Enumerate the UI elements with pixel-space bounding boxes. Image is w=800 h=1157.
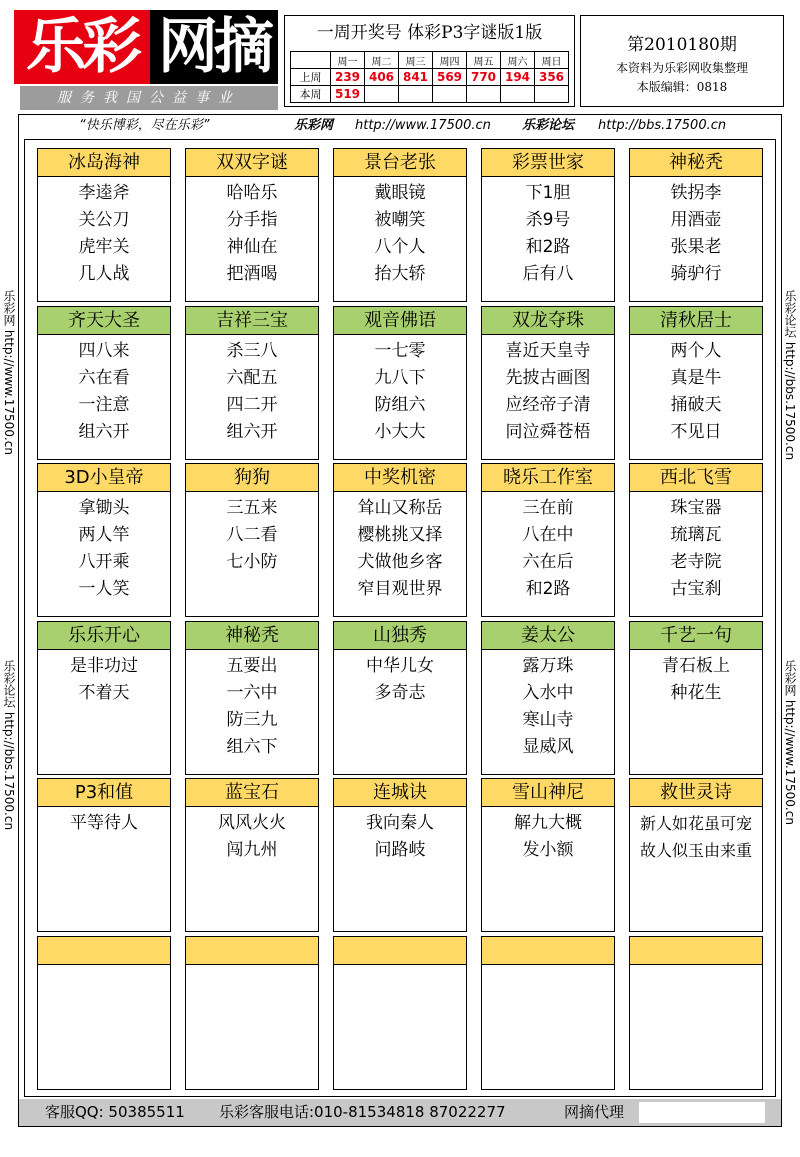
riddle-card-body xyxy=(38,177,170,288)
riddle-line: 珠宝器 xyxy=(670,498,722,518)
riddle-card-title: 清秋居士 xyxy=(630,307,762,335)
riddle-line: 虎牢关 xyxy=(78,237,130,257)
riddle-card-title: 山独秀 xyxy=(334,622,466,650)
riddle-card-title: 景台老张 xyxy=(334,149,466,177)
riddle-card xyxy=(629,936,763,1090)
draw-number: 406 xyxy=(365,69,399,86)
riddle-line: 七小防 xyxy=(226,552,278,572)
riddle-card-body xyxy=(38,807,170,837)
riddle-card xyxy=(37,936,171,1090)
riddle-line: 哈哈乐 xyxy=(226,183,278,203)
riddle-card-body xyxy=(482,492,614,603)
riddle-card xyxy=(37,778,171,932)
draw-table xyxy=(290,51,569,103)
riddle-card xyxy=(185,148,319,302)
riddle-card-title: 中奖机密 xyxy=(334,464,466,492)
side-text-right-top: 乐彩论坛 http://bbs.17500.cn xyxy=(783,290,797,461)
riddle-card xyxy=(37,306,171,460)
draw-number: 356 xyxy=(535,69,569,86)
riddle-card-title: 神秘秃 xyxy=(630,149,762,177)
riddle-card xyxy=(481,621,615,775)
riddle-line: 六在后 xyxy=(522,552,574,572)
riddle-line: 不着天 xyxy=(78,683,130,703)
riddle-line: 老寺院 xyxy=(670,552,722,572)
riddle-line: 铁拐李 xyxy=(670,183,722,203)
riddle-card-body xyxy=(482,650,614,761)
riddle-card-body xyxy=(630,650,762,707)
riddle-card xyxy=(37,621,171,775)
riddle-card-title: 乐乐开心 xyxy=(38,622,170,650)
slogan: 服务我国公益事业 xyxy=(20,86,278,110)
riddle-card-title: 连城诀 xyxy=(334,779,466,807)
last-week-row xyxy=(291,69,569,86)
riddle-card-title xyxy=(186,937,318,965)
riddle-card-body xyxy=(38,492,170,603)
riddle-card xyxy=(333,621,467,775)
riddle-line: 小大大 xyxy=(374,422,426,442)
day-header: 周三 xyxy=(399,52,433,69)
riddle-card-body xyxy=(38,650,170,707)
riddle-card xyxy=(481,148,615,302)
riddle-line: 发小额 xyxy=(522,840,574,860)
riddle-line: 先披古画图 xyxy=(505,368,591,388)
riddle-line: 防三九 xyxy=(226,710,278,730)
editor-note: 本版编辑：0818 xyxy=(636,80,728,94)
riddle-line: 故人似玉由来重 xyxy=(639,841,752,860)
riddle-card-body xyxy=(482,807,614,864)
riddle-line: 三在前 xyxy=(522,498,574,518)
riddle-card xyxy=(185,778,319,932)
riddle-line: 八在中 xyxy=(522,525,574,545)
forum-url: http://bbs.17500.cn xyxy=(598,118,727,133)
riddle-line: 组六开 xyxy=(78,422,130,442)
draw-number: 519 xyxy=(331,86,365,103)
riddle-card-body xyxy=(630,335,762,446)
main-frame xyxy=(18,114,782,1127)
riddle-card xyxy=(333,778,467,932)
riddle-card xyxy=(629,463,763,617)
riddle-line: 古宝刹 xyxy=(670,579,722,599)
riddle-card-body xyxy=(630,807,762,864)
riddle-card-title: 救世灵诗 xyxy=(630,779,762,807)
riddle-card-body xyxy=(334,807,466,864)
riddle-card-title: 吉祥三宝 xyxy=(186,307,318,335)
riddle-card-body xyxy=(334,965,466,968)
riddle-card-body xyxy=(482,965,614,968)
riddle-card-body xyxy=(186,650,318,761)
riddle-card-title: 冰岛海神 xyxy=(38,149,170,177)
draw-number: 569 xyxy=(433,69,467,86)
riddle-line: 组六开 xyxy=(226,422,278,442)
draw-number xyxy=(399,86,433,103)
riddle-line: 下1胆 xyxy=(525,183,571,203)
riddle-line: 九八下 xyxy=(374,368,426,388)
riddle-line: 真是牛 xyxy=(670,368,722,388)
riddle-line: 种花生 xyxy=(670,683,722,703)
riddle-line: 杀三八 xyxy=(226,341,278,361)
riddle-line: 组六下 xyxy=(226,737,278,757)
riddle-line: 一人笑 xyxy=(78,579,130,599)
issue-panel xyxy=(580,15,784,107)
riddle-line: 同泣舜苍梧 xyxy=(505,422,591,442)
side-text-left-bottom: 乐彩论坛 http://bbs.17500.cn xyxy=(2,660,16,831)
riddle-card-title: 彩票世家 xyxy=(482,149,614,177)
riddle-card xyxy=(185,621,319,775)
day-header: 周二 xyxy=(365,52,399,69)
agent-blank-box xyxy=(639,1102,765,1123)
motto-bar xyxy=(19,115,781,137)
riddle-line: 戴眼镜 xyxy=(374,183,426,203)
riddle-line: 多奇志 xyxy=(374,683,426,703)
service-phone: 乐彩客服电话:010-81534818 87022277 xyxy=(219,1103,506,1121)
riddle-card-body xyxy=(186,807,318,864)
riddle-card xyxy=(629,148,763,302)
riddle-grid xyxy=(24,139,776,1097)
riddle-line: 神仙在 xyxy=(226,237,278,257)
riddle-card-body xyxy=(482,177,614,288)
riddle-line: 五要出 xyxy=(226,656,278,676)
draw-number xyxy=(433,86,467,103)
weekly-draw-panel xyxy=(284,15,575,107)
riddle-card-body xyxy=(630,965,762,968)
riddle-line: 拿锄头 xyxy=(78,498,130,518)
riddle-card-title: 齐天大圣 xyxy=(38,307,170,335)
riddle-line: 解九大概 xyxy=(514,813,582,833)
day-header: 周一 xyxy=(331,52,365,69)
riddle-card xyxy=(629,306,763,460)
riddle-line: 寒山寺 xyxy=(522,710,574,730)
logo xyxy=(14,10,278,84)
draw-number xyxy=(535,86,569,103)
this-week-row xyxy=(291,86,569,103)
riddle-card-title: 双龙夺珠 xyxy=(482,307,614,335)
riddle-card xyxy=(629,778,763,932)
riddle-line: 三五来 xyxy=(226,498,278,518)
draw-title: 一周开奖号 体彩P3字谜版1版 xyxy=(316,23,543,43)
riddle-card-title: 观音佛语 xyxy=(334,307,466,335)
riddle-card-title xyxy=(38,937,170,965)
riddle-line: 喜近天皇寺 xyxy=(505,341,591,361)
day-header: 周五 xyxy=(467,52,501,69)
draw-number: 194 xyxy=(501,69,535,86)
riddle-card-body xyxy=(630,492,762,603)
riddle-line: 露万珠 xyxy=(522,656,574,676)
riddle-line: 把酒喝 xyxy=(226,264,278,284)
riddle-line: 显威风 xyxy=(522,737,574,757)
riddle-line: 关公刀 xyxy=(78,210,130,230)
riddle-line: 新人如花虽可宠 xyxy=(639,814,752,833)
empty-corner-cell xyxy=(291,52,331,69)
draw-days-row xyxy=(291,52,569,69)
riddle-card-title xyxy=(334,937,466,965)
side-text-right-bottom: 乐彩网 http://www.17500.cn xyxy=(783,660,797,825)
riddle-card-title: 雪山神尼 xyxy=(482,779,614,807)
riddle-card-title: 晓乐工作室 xyxy=(482,464,614,492)
riddle-line: 抬大轿 xyxy=(374,264,426,284)
source-note: 本资料为乐彩网收集整理 xyxy=(615,61,748,75)
riddle-line: 六配五 xyxy=(226,368,278,388)
riddle-card-body xyxy=(630,177,762,288)
riddle-card-title: 神秘秃 xyxy=(186,622,318,650)
riddle-card xyxy=(481,463,615,617)
riddle-line: 一六中 xyxy=(226,683,278,703)
riddle-line: 问路岐 xyxy=(374,840,426,860)
riddle-line: 张果老 xyxy=(670,237,722,257)
riddle-line: 后有八 xyxy=(522,264,574,284)
riddle-card-title xyxy=(482,937,614,965)
riddle-card-body xyxy=(186,965,318,968)
riddle-card-title: 姜太公 xyxy=(482,622,614,650)
riddle-line: 骑驴行 xyxy=(670,264,722,284)
riddle-card-body xyxy=(334,335,466,446)
riddle-card xyxy=(37,148,171,302)
riddle-line: 四八来 xyxy=(78,341,130,361)
riddle-card-body xyxy=(38,335,170,446)
site-name: 乐彩网 xyxy=(294,118,334,133)
riddle-line: 风风火火 xyxy=(218,813,286,833)
day-header: 周日 xyxy=(535,52,569,69)
riddle-line: 窄目观世界 xyxy=(357,579,443,599)
motto: “快乐博彩，尽在乐彩” xyxy=(79,118,210,133)
riddle-line: 分手指 xyxy=(226,210,278,230)
riddle-card xyxy=(185,463,319,617)
riddle-line: 杀9号 xyxy=(525,210,571,230)
riddle-line: 犬做他乡客 xyxy=(357,552,443,572)
riddle-card-title xyxy=(630,937,762,965)
logo-text-red: 乐彩 xyxy=(14,10,150,84)
riddle-card-body xyxy=(334,650,466,707)
riddle-line: 防组六 xyxy=(374,395,426,415)
site-url: http://www.17500.cn xyxy=(355,118,491,133)
riddle-line: 八个人 xyxy=(374,237,426,257)
riddle-card xyxy=(333,463,467,617)
riddle-card xyxy=(481,936,615,1090)
riddle-card-body xyxy=(186,335,318,446)
riddle-line: 八二看 xyxy=(226,525,278,545)
riddle-line: 八开乘 xyxy=(78,552,130,572)
issue-number: 第2010180期 xyxy=(627,35,737,55)
side-text-left-top: 乐彩网 http://www.17500.cn xyxy=(2,290,16,455)
riddle-line: 樱桃挑又择 xyxy=(357,525,443,545)
riddle-card-body xyxy=(186,177,318,288)
forum-name: 乐彩论坛 xyxy=(522,118,575,133)
riddle-line: 是非功过 xyxy=(70,656,138,676)
draw-number: 239 xyxy=(331,69,365,86)
riddle-card xyxy=(37,463,171,617)
riddle-card-body xyxy=(482,335,614,446)
riddle-card-title: P3和值 xyxy=(38,779,170,807)
riddle-line: 不见日 xyxy=(670,422,722,442)
riddle-line: 六在看 xyxy=(78,368,130,388)
riddle-line: 用酒壶 xyxy=(670,210,722,230)
riddle-line: 入水中 xyxy=(522,683,574,703)
draw-number xyxy=(365,86,399,103)
riddle-line: 耸山又称岳 xyxy=(357,498,443,518)
riddle-line: 一注意 xyxy=(78,395,130,415)
riddle-card xyxy=(481,778,615,932)
riddle-card xyxy=(185,936,319,1090)
riddle-card-title: 千艺一句 xyxy=(630,622,762,650)
riddle-card-body xyxy=(186,492,318,576)
riddle-card-body xyxy=(38,965,170,968)
riddle-line: 和2路 xyxy=(525,237,571,257)
riddle-card-body xyxy=(334,177,466,288)
day-header: 周四 xyxy=(433,52,467,69)
riddle-card xyxy=(185,306,319,460)
contact-bar xyxy=(19,1099,781,1126)
riddle-card-title: 3D小皇帝 xyxy=(38,464,170,492)
riddle-line: 中华儿女 xyxy=(366,656,434,676)
riddle-line: 李逵斧 xyxy=(78,183,130,203)
draw-number: 841 xyxy=(399,69,433,86)
riddle-line: 捅破天 xyxy=(670,395,722,415)
riddle-line: 青石板上 xyxy=(662,656,730,676)
logo-text-black: 网摘 xyxy=(150,10,278,84)
riddle-line: 被嘲笑 xyxy=(374,210,426,230)
this-week-label: 本周 xyxy=(291,86,331,103)
day-header: 周六 xyxy=(501,52,535,69)
riddle-line: 四二开 xyxy=(226,395,278,415)
riddle-line: 一七零 xyxy=(374,341,426,361)
riddle-line: 两人竿 xyxy=(78,525,130,545)
riddle-card-title: 蓝宝石 xyxy=(186,779,318,807)
draw-number xyxy=(467,86,501,103)
riddle-card-title: 西北飞雪 xyxy=(630,464,762,492)
riddle-line: 平等待人 xyxy=(70,813,138,833)
riddle-card xyxy=(333,148,467,302)
riddle-card xyxy=(333,306,467,460)
logo-block xyxy=(14,10,278,110)
draw-number: 770 xyxy=(467,69,501,86)
riddle-line: 两个人 xyxy=(670,341,722,361)
riddle-line: 几人战 xyxy=(78,264,130,284)
draw-number xyxy=(501,86,535,103)
service-qq: 客服QQ: 50385511 xyxy=(45,1103,185,1121)
riddle-line: 琉璃瓦 xyxy=(670,525,722,545)
riddle-card-title: 狗狗 xyxy=(186,464,318,492)
riddle-card-body xyxy=(334,492,466,603)
riddle-line: 我向秦人 xyxy=(366,813,434,833)
agent-label: 网摘代理 xyxy=(564,1103,625,1121)
riddle-card xyxy=(481,306,615,460)
riddle-line: 和2路 xyxy=(525,579,571,599)
riddle-card xyxy=(333,936,467,1090)
riddle-card xyxy=(629,621,763,775)
last-week-label: 上周 xyxy=(291,69,331,86)
riddle-line: 应经帝子清 xyxy=(505,395,591,415)
riddle-line: 闯九州 xyxy=(226,840,278,860)
riddle-card-title: 双双字谜 xyxy=(186,149,318,177)
